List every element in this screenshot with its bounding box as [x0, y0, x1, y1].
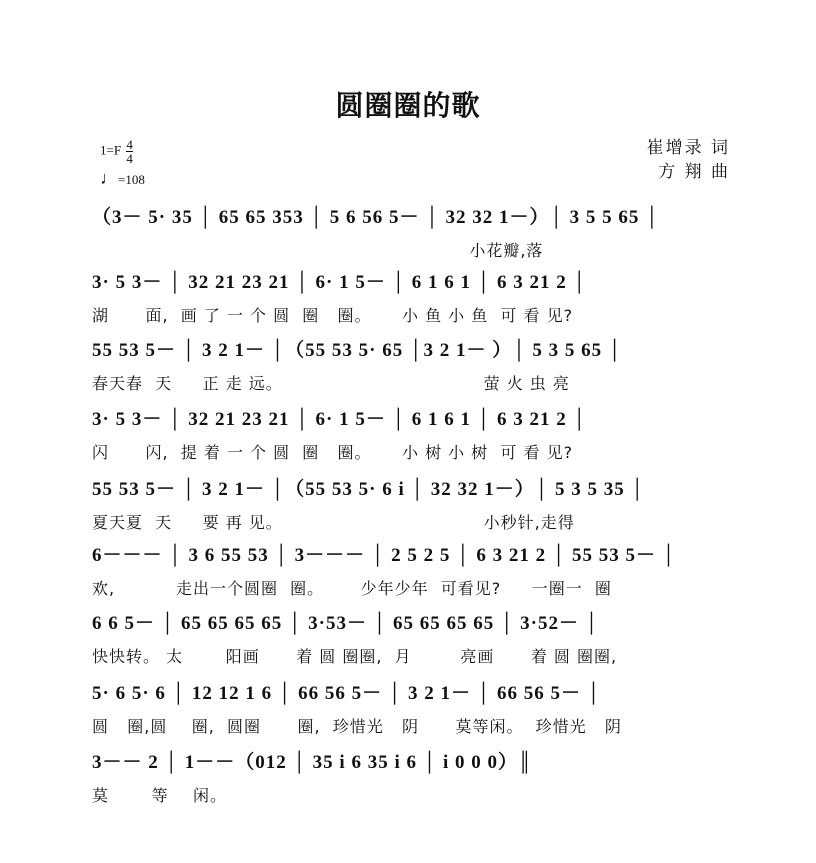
score-line-8	[92, 678, 732, 740]
notation: （3－ 5· 35 │ 65 65 353 │ 5 6 56 5－ │ 32 32 1－）│ 3 5 5 65 │	[92, 207, 660, 228]
notation: 3· 5 3－ │ 32 21 23 21 │ 6· 1 5－ │ 6 1 6 1 │ 6 3 21 2 │	[92, 272, 587, 293]
time-signature	[126, 138, 133, 165]
score-line-1	[92, 202, 732, 264]
notation: 6－－－ │ 3 6 55 53 │ 3－－－ │ 2 5 2 5 │ 6 3 21 2 │ 55 53 5－ │	[92, 545, 677, 566]
lyrics: 圆 圈,圆 圈, 圆圈 圈, 珍惜光 阴 莫等闲。 珍惜光 阴	[92, 717, 622, 736]
notation: 5· 6 5· 6 │ 12 12 1 6 │ 66 56 5－ │ 3 2 1－ │ 66 56 5－ │	[92, 683, 602, 704]
lyrics: 欢, 走出一个圆圈 圈。 少年少年 可看见? 一圈一 圈	[92, 579, 612, 598]
lyrics: 春天春 天 正 走 远。 萤 火 虫 亮	[92, 374, 570, 393]
key-signature	[100, 138, 133, 165]
score-line-7	[92, 608, 732, 670]
lyrics: 莫 等 闲。	[92, 786, 227, 805]
score-line-3	[92, 335, 732, 397]
score-line-6	[92, 540, 732, 602]
notation: 6 6 5－ │ 65 65 65 65 │ 3·53－ │ 65 65 65 65 │ 3·52－ │	[92, 613, 600, 634]
lyrics: 小花瓣,落	[92, 241, 544, 260]
score-line-2	[92, 267, 732, 329]
notation: 55 53 5－ │ 3 2 1－ │（55 53 5· 6 i │ 32 32 1－）│ 5 3 5 35 │	[92, 479, 645, 500]
score-line-5	[92, 474, 732, 536]
score-line-9	[92, 747, 732, 809]
key-label: 1=F	[100, 142, 122, 158]
notation: 3· 5 3－ │ 32 21 23 21 │ 6· 1 5－ │ 6 1 6 1 │ 6 3 21 2 │	[92, 409, 587, 430]
notation: 3－－ 2 │ 1－－（012 │ 35 i 6 35 i 6 │ i 0 0 0）║	[92, 752, 533, 773]
score-line-4	[92, 404, 732, 466]
tempo-marking	[100, 168, 145, 189]
credits	[647, 136, 730, 184]
song-title: 圆圈圈的歌	[335, 89, 481, 122]
time-numerator: 4	[126, 137, 133, 152]
composer: 方 翔 曲	[658, 162, 730, 182]
time-denominator: 4	[126, 151, 133, 166]
quarter-note-icon: ♩	[100, 168, 118, 188]
notation: 55 53 5－ │ 3 2 1－ │（55 53 5· 65 │3 2 1－ ）│ 5 3 5 65 │	[92, 340, 623, 361]
lyricist: 崔增录 词	[646, 138, 730, 158]
tempo-value: =108	[118, 172, 145, 187]
lyrics: 快快转。 太 阳画 着 圆 圈圈, 月 亮画 着 圆 圈圈,	[92, 647, 618, 666]
lyrics: 闪 闪, 提 着 一 个 圆 圈 圈。 小 树 小 树 可 看 见?	[92, 443, 574, 462]
lyrics: 湖 面, 画 了 一 个 圆 圈 圈。 小 鱼 小 鱼 可 看 见?	[92, 306, 574, 325]
lyrics: 夏天夏 天 要 再 见。 小秒针,走得	[92, 513, 575, 532]
